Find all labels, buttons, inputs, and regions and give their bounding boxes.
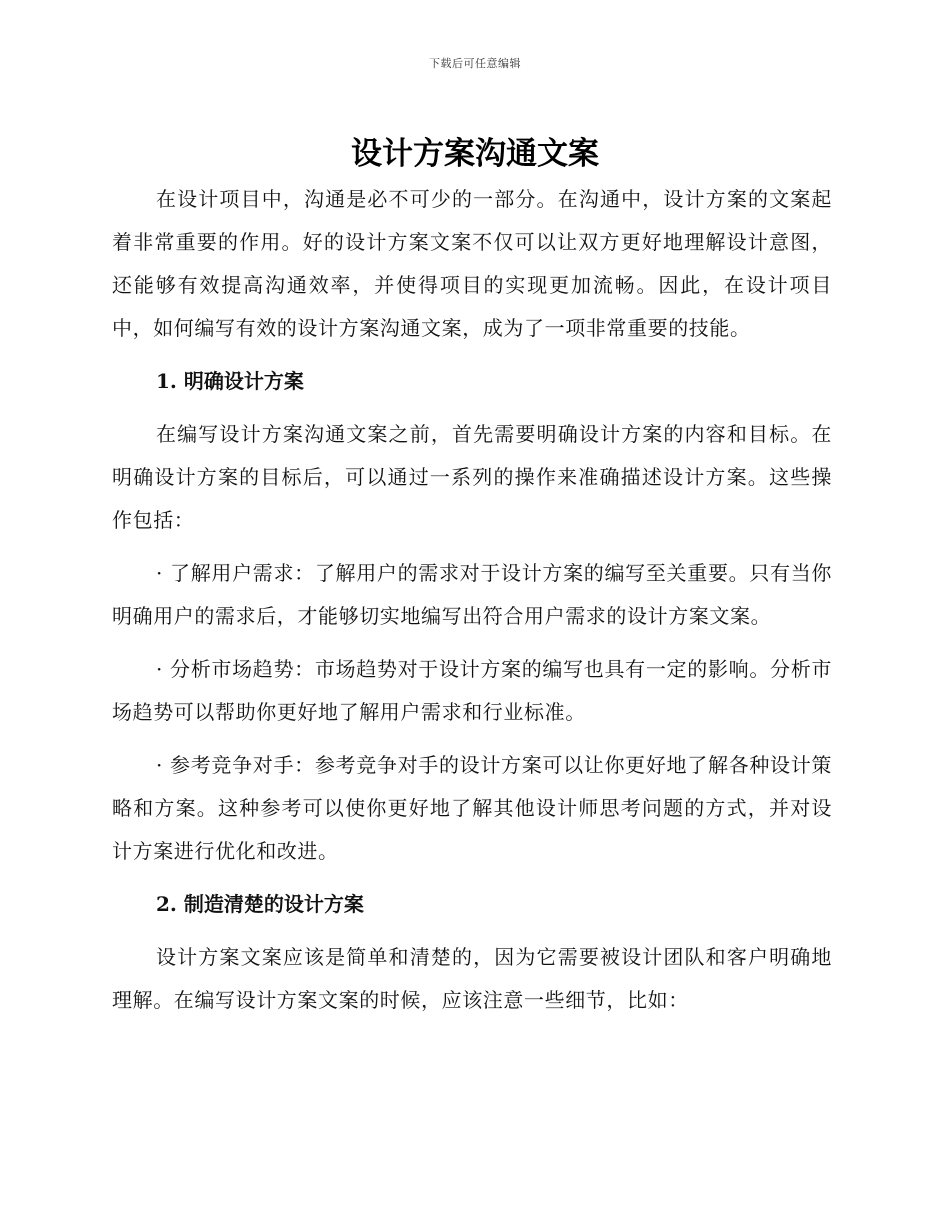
section-1-heading: 1. 明确设计方案 bbox=[156, 369, 304, 393]
intro-paragraph: 在设计项目中，沟通是必不可少的一部分。在沟通中，设计方案的文案起着非常重要的作用。好的设计方案文案不仅可以让双方更好地理解设计意图，还能够有效提高沟通效率，并使得项目的实现更加流畅。因此，在设计项目中，如何编写有效的设计方案沟通文案，成为了一项非常重要的技能。 bbox=[112, 187, 832, 340]
bullet-item-competitors: · 参考竞争对手：参考竞争对手的设计方案可以让你更好地了解各种设计策略和方案。这种参考可以使你更好地了解其他设计师思考问题的方式，并对设计方案进行优化和改进。 bbox=[112, 753, 832, 863]
document-title: 设计方案沟通文案 bbox=[351, 136, 599, 172]
document-body bbox=[112, 178, 832, 1032]
section-2-heading: 2. 制造清楚的设计方案 bbox=[156, 892, 364, 916]
bullet-item-user-needs: · 了解用户需求：了解用户的需求对于设计方案的编写至关重要。只有当你明确用户的需求后，才能够切实地编写出符合用户需求的设计方案文案。 bbox=[112, 561, 832, 628]
section-1-paragraph: 在编写设计方案沟通文案之前，首先需要明确设计方案的内容和目标。在明确设计方案的目标后，可以通过一系列的操作来准确描述设计方案。这些操作包括： bbox=[112, 422, 832, 532]
header-note: 下载后可任意编辑 bbox=[429, 57, 521, 70]
bullet-item-market-trends: · 分析市场趋势：市场趋势对于设计方案的编写也具有一定的影响。分析市场趋势可以帮助你更好地了解用户需求和行业标准。 bbox=[112, 657, 832, 724]
section-2-paragraph: 设计方案文案应该是简单和清楚的，因为它需要被设计团队和客户明确地理解。在编写设计方案文案的时候，应该注意一些细节，比如： bbox=[112, 945, 832, 1012]
